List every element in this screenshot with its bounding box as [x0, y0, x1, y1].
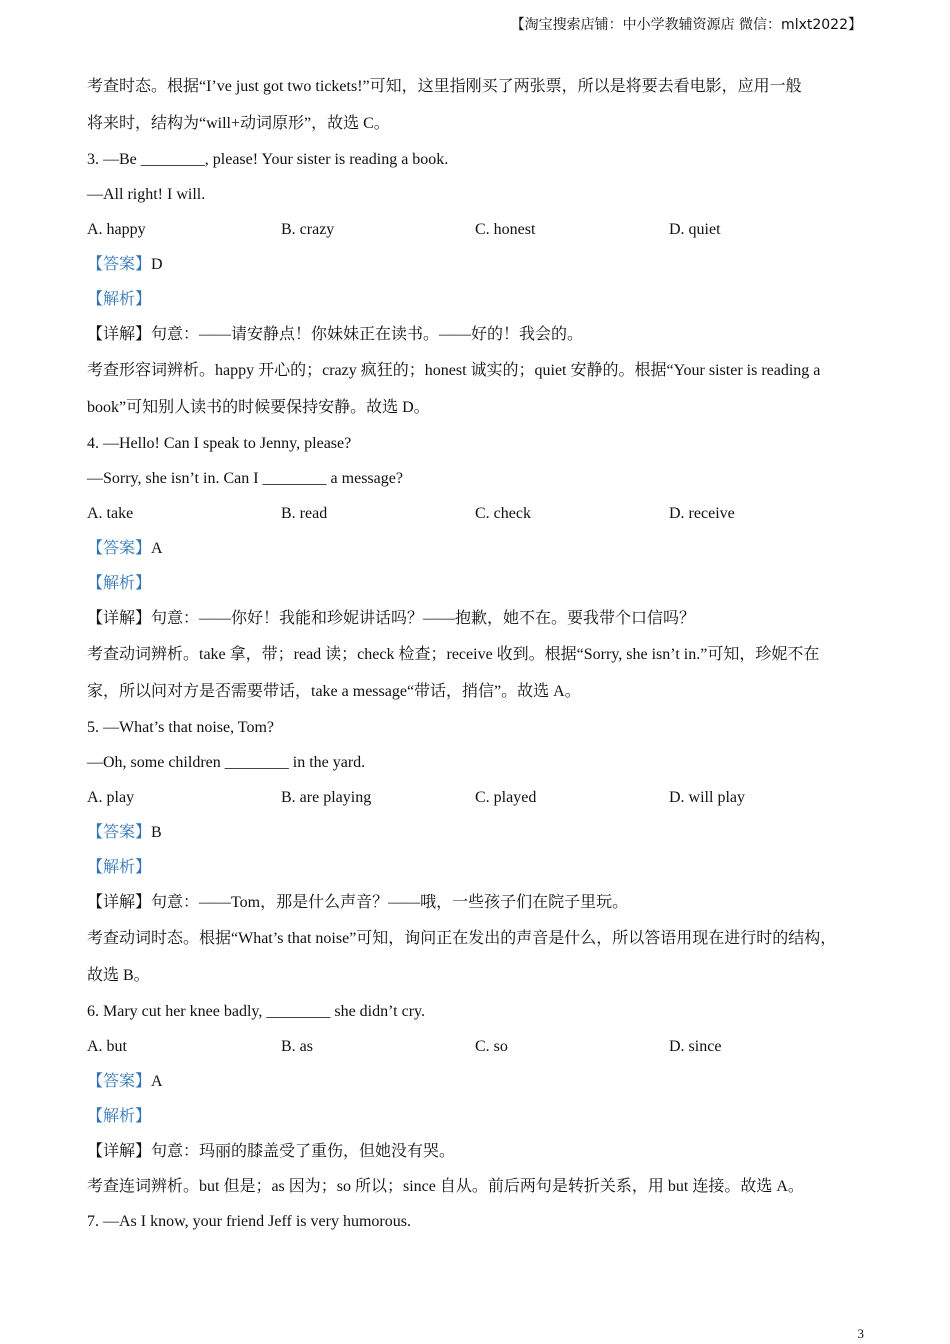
- question-stem: 7. —As I know, your friend Jeff is very humorous.: [87, 1213, 411, 1230]
- question-block: [87, 994, 877, 1204]
- answer-value: D: [151, 256, 163, 273]
- prev-explanation-line: 将来时，结构为“will+动词原形”，故选 C。: [87, 115, 390, 132]
- options-row: [87, 212, 877, 247]
- answer-line: [87, 1064, 877, 1099]
- detail-text: 句意：——Tom，那是什么声音？——哦，一些孩子们在院子里玩。: [151, 894, 629, 911]
- detail-tag: 【详解】: [87, 610, 152, 627]
- analysis-line: [87, 850, 877, 885]
- analysis-line: [87, 1099, 877, 1134]
- answer-tag: 【答案】: [87, 1073, 152, 1090]
- answer-value: A: [151, 1073, 163, 1090]
- answer-value: B: [151, 824, 162, 841]
- question-stem: —All right! I will.: [87, 186, 206, 203]
- detail-tag: 【详解】: [87, 1143, 152, 1160]
- page-number: 3: [857, 1326, 864, 1341]
- option-a: A. take: [87, 505, 134, 522]
- detail-tag: 【详解】: [87, 326, 152, 343]
- analysis-line: [87, 282, 877, 317]
- explanation-line: book”可知别人读书的时候要保持安静。故选 D。: [87, 399, 430, 416]
- detail-line: [87, 885, 877, 920]
- option-b: B. are playing: [281, 789, 372, 806]
- question-block: [87, 426, 877, 710]
- option-c: C. honest: [475, 221, 536, 238]
- option-a: A. but: [87, 1038, 127, 1055]
- question-block: [87, 142, 877, 426]
- answer-line: [87, 531, 877, 566]
- option-c: C. check: [475, 505, 531, 522]
- detail-text: 句意：——你好！我能和珍妮讲话吗？——抱歉，她不在。要我带个口信吗？: [151, 610, 696, 627]
- option-b: B. crazy: [281, 221, 335, 238]
- analysis-tag: 【解析】: [87, 1108, 152, 1125]
- question-stem: —Sorry, she isn’t in. Can I ________ a message?: [87, 470, 403, 487]
- detail-line: [87, 1134, 877, 1169]
- answer-tag: 【答案】: [87, 256, 152, 273]
- answer-line: [87, 247, 877, 282]
- analysis-tag: 【解析】: [87, 291, 152, 308]
- detail-line: [87, 317, 877, 352]
- explanation-line: 考查形容词辨析。happy 开心的；crazy 疯狂的；honest 诚实的；quiet 安静的。根据“Your sister is reading a: [87, 362, 821, 379]
- answer-tag: 【答案】: [87, 540, 152, 557]
- option-b: B. read: [281, 505, 328, 522]
- question-stem: 4. —Hello! Can I speak to Jenny, please?: [87, 435, 352, 452]
- options-row: [87, 496, 877, 531]
- question-stem: 3. —Be ________, please! Your sister is reading a book.: [87, 151, 449, 168]
- option-d: D. will play: [669, 789, 745, 806]
- detail-tag: 【详解】: [87, 894, 152, 911]
- option-d: D. since: [669, 1038, 722, 1055]
- option-d: D. quiet: [669, 221, 721, 238]
- detail-text: 句意：玛丽的膝盖受了重伤，但她没有哭。: [151, 1143, 456, 1160]
- answer-tag: 【答案】: [87, 824, 152, 841]
- question-stem: 5. —What’s that noise, Tom?: [87, 719, 274, 736]
- prev-explanation-line: 考查时态。根据“I’ve just got two tickets!”可知，这里指刚买了两张票，所以是将要去看电影，应用一般: [87, 78, 802, 95]
- option-c: C. so: [475, 1038, 508, 1055]
- option-b: B. as: [281, 1038, 313, 1055]
- question-stem: 6. Mary cut her knee badly, ________ she didn’t cry.: [87, 1003, 425, 1020]
- explanation-line: 考查连词辨析。but 但是；as 因为；so 所以；since 自从。前后两句是转折关系，用 but 连接。故选 A。: [87, 1178, 804, 1195]
- explanation-line: 考查动词辨析。take 拿，带；read 读；check 检查；receive 收到。根据“Sorry, she isn’t in.”可知，珍妮不在: [87, 646, 820, 663]
- explanation-line: 故选 B。: [87, 967, 150, 984]
- analysis-tag: 【解析】: [87, 859, 152, 876]
- analysis-tag: 【解析】: [87, 575, 152, 592]
- document-body: [87, 68, 877, 1239]
- explanation-line: 家，所以问对方是否需要带话，take a message“带话，捎信”。故选 A。: [87, 683, 581, 700]
- page-header: 【淘宝搜索店铺：中小学教辅资源店 微信：mlxt2022】: [510, 17, 862, 33]
- explanation-line: 考查动词时态。根据“What’s that noise”可知，询问正在发出的声音是什么，所以答语用现在进行时的结构，: [87, 930, 837, 947]
- analysis-line: [87, 566, 877, 601]
- detail-line: [87, 601, 877, 636]
- answer-line: [87, 815, 877, 850]
- option-c: C. played: [475, 789, 537, 806]
- option-a: A. play: [87, 789, 135, 806]
- detail-text: 句意：——请安静点！你妹妹正在读书。——好的！我会的。: [151, 326, 584, 343]
- options-row: [87, 1029, 877, 1064]
- answer-value: A: [151, 540, 163, 557]
- question-stem: —Oh, some children ________ in the yard.: [87, 754, 366, 771]
- option-a: A. happy: [87, 221, 146, 238]
- options-row: [87, 780, 877, 815]
- option-d: D. receive: [669, 505, 735, 522]
- question-block: [87, 710, 877, 994]
